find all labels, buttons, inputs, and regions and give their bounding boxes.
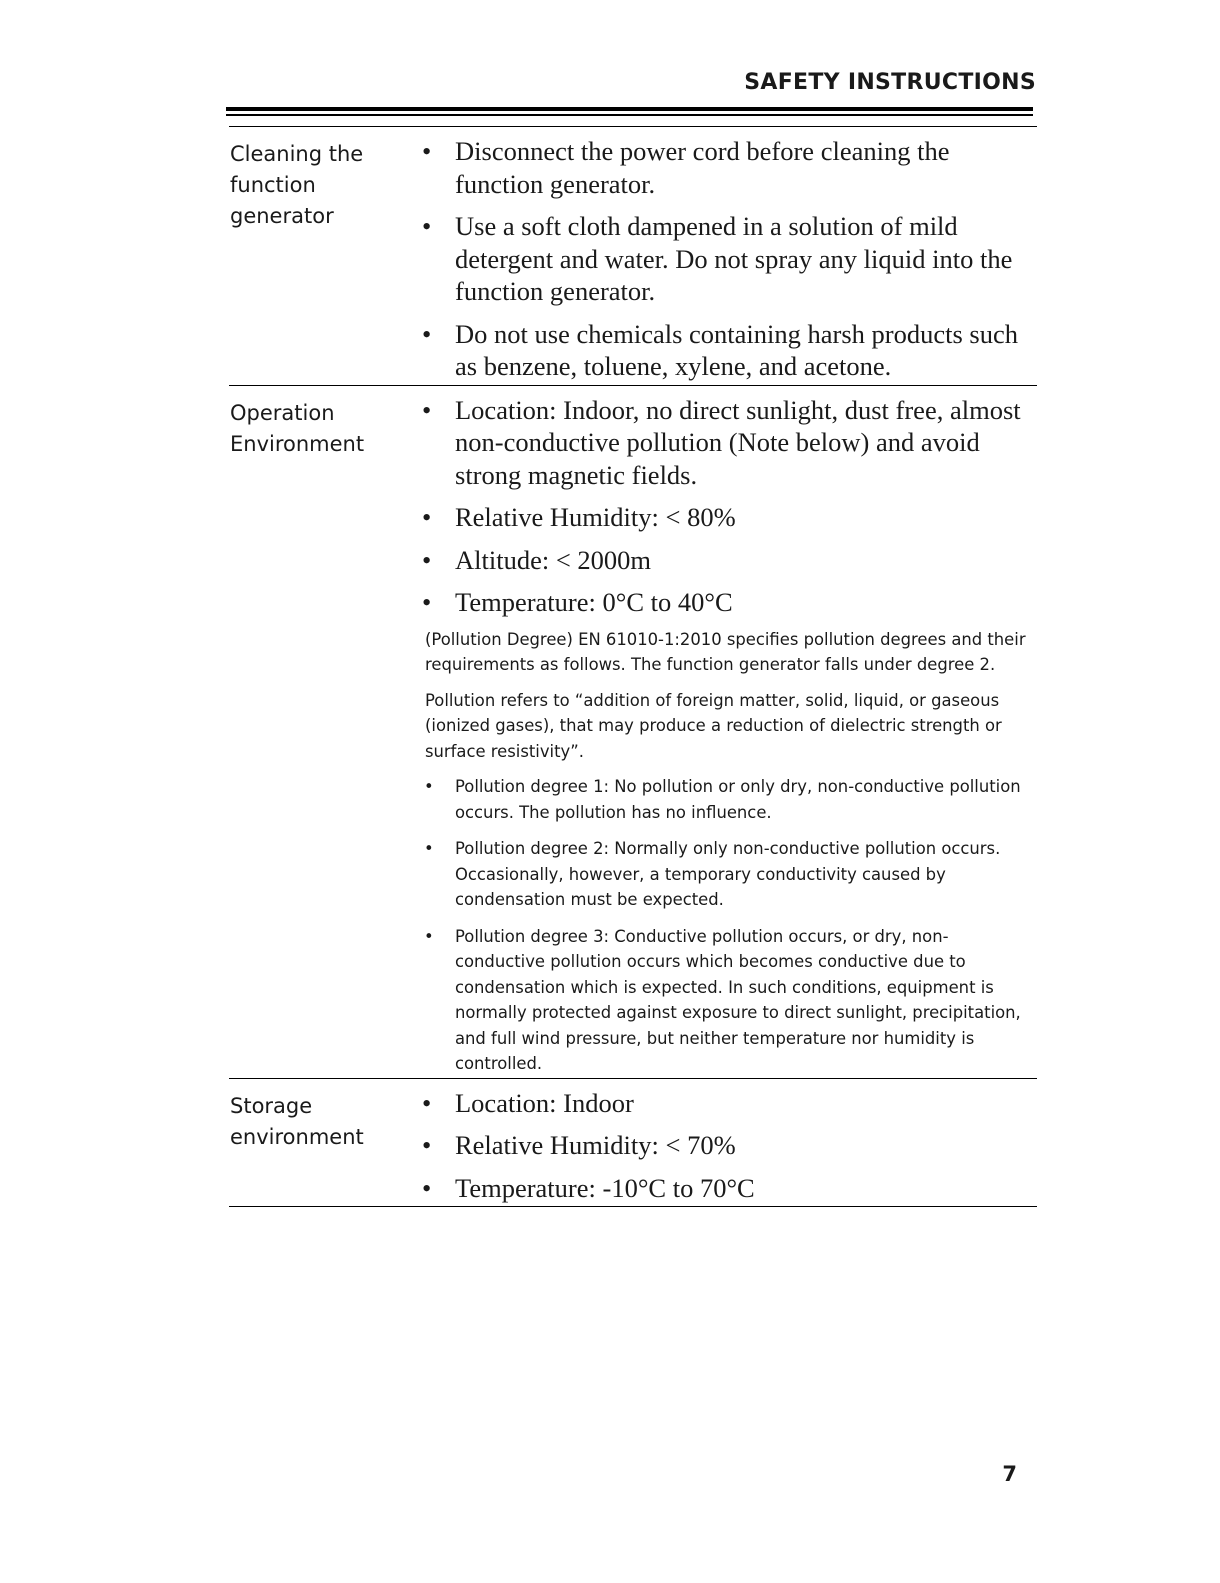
list-item: • Altitude: < 2000m	[420, 544, 1037, 577]
section-label: Cleaning the function generator	[230, 142, 364, 228]
safety-table	[229, 126, 1037, 1207]
list-item: • Relative Humidity: < 80%	[420, 501, 1037, 534]
list-item: • Location: Indoor, no direct sunlight, dust free, almost non-conductive pollution (Note below) and avoid strong magnetic fields.	[420, 394, 1037, 492]
pollution-definition-note: Pollution refers to “addition of foreign matter, solid, liquid, or gaseous (ionized gases), that may produce a reduction of dielectric strength or surface resistivity”.	[425, 690, 1002, 761]
section-body	[420, 386, 1037, 1078]
section-label: Operation Environment	[230, 400, 365, 456]
bullet-list	[420, 394, 1037, 619]
pollution-degree-list	[420, 774, 1037, 1077]
bullet-list	[420, 1087, 1037, 1205]
list-item: • Disconnect the power cord before cleaning the function generator.	[420, 135, 1037, 200]
section-operation-environment	[229, 386, 1037, 1079]
page-number: 7	[1002, 1462, 1017, 1486]
list-item: • Do not use chemicals containing harsh products such as benzene, toluene, xylene, and acetone.	[420, 318, 1037, 383]
section-label: Storage environment	[230, 1093, 364, 1149]
list-item: • Temperature: 0°C to 40°C	[420, 586, 1037, 619]
list-item: • Use a soft cloth dampened in a solution of mild detergent and water. Do not spray any liquid into the function generator.	[420, 210, 1037, 308]
list-item: • Pollution degree 2: Normally only non-conductive pollution occurs. Occasionally, however, a temporary conductivity caused by condensation must be expected.	[420, 836, 1037, 913]
page-header-title: SAFETY INSTRUCTIONS	[744, 70, 1036, 95]
bullet-list	[420, 135, 1037, 383]
list-item: • Relative Humidity: < 70%	[420, 1129, 1037, 1162]
section-storage-environment	[229, 1079, 1037, 1208]
header-rule-thick	[226, 107, 1033, 111]
list-item: • Pollution degree 1: No pollution or only dry, non-conductive pollution occurs. The pollution has no influence.	[420, 774, 1037, 825]
pollution-degree-note: (Pollution Degree) EN 61010-1:2010 specifies pollution degrees and their requirements as follows. The function generator falls under degree 2.	[425, 629, 1026, 674]
section-cleaning	[229, 127, 1037, 386]
list-item: • Pollution degree 3: Conductive pollution occurs, or dry, non-conductive pollution occurs which becomes conductive due to condensation which is expected. In such conditions, equipment is normally protected against exposure to direct sunlight, precipitation, and full wind pressure, but neither temperature nor humidity is controlled.	[420, 924, 1037, 1077]
header-rule-thin	[226, 114, 1033, 116]
list-item: • Location: Indoor	[420, 1087, 1037, 1120]
section-body	[420, 1079, 1037, 1207]
section-body	[420, 127, 1037, 385]
list-item: • Temperature: -10°C to 70°C	[420, 1172, 1037, 1205]
